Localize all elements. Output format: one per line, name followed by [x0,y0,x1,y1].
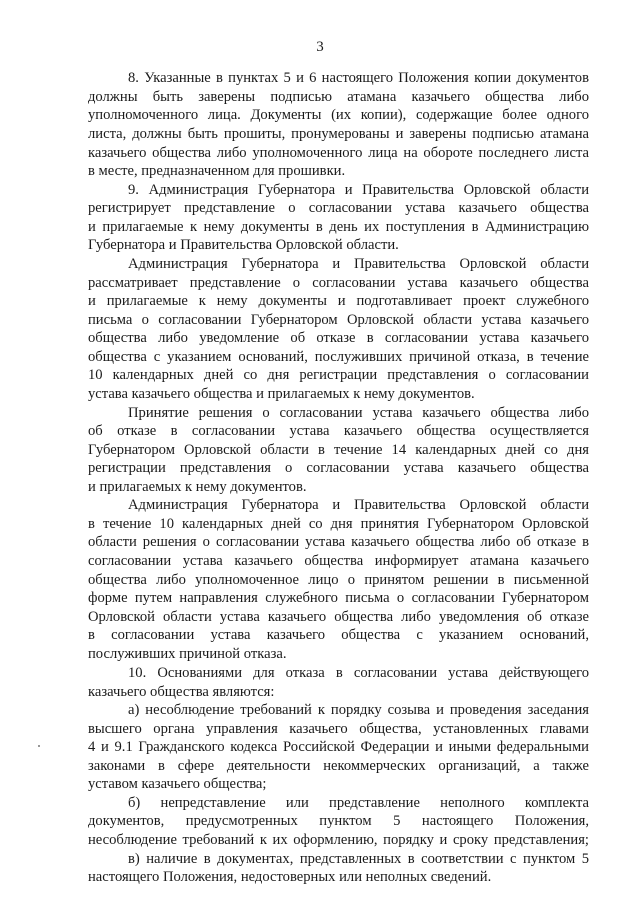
paragraph-line: законами в сфере деятельности некоммерческих организаций, а также [88,757,589,774]
paragraph-line: листа, должны быть прошиты, пронумерованы и заверены подписью атамана [88,126,589,142]
paragraph-line: 10. Основаниями для отказа в согласовании устава действующего [128,664,589,681]
paragraph-line: документов, предусмотренных пунктом 5 настоящего Положения, [88,813,589,829]
paragraph-line: 8. Указанные в пунктах 5 и 6 настоящего Положения копии документов [128,70,589,86]
paragraph-line: уставом казачьего общества; [88,776,267,792]
paragraph-line: Губернатором Орловской области в течение 14 календарных дней со дня [88,441,589,458]
paragraph-line: казачьего общества являются: [88,683,275,700]
paragraph-line: Администрация Губернатора и Правительства Орловской области [128,497,589,514]
paragraph-line: согласовании устава казачьего общества информирует атамана казачьего [88,553,589,569]
paragraph-line: общества либо уполномоченное лицо о принятом решении в письменной [88,571,589,588]
paragraph-line: и прилагаемых к нему документов. [88,479,307,495]
paragraph-line: форме путем направления служебного письма о согласовании Губернатором [88,590,589,606]
paragraph-line: Губернатора и Правительства Орловской области. [88,237,399,253]
paragraph-line: и прилагаемые к нему документы в день их поступления в Администрацию [88,218,589,235]
paragraph-line: области решения о согласовании устава казачьего общества либо об отказе в [88,534,589,551]
paragraph-line: уполномоченного лица. Документы (их копии), содержащие более одного [88,107,589,123]
paragraph-line: 4 и 9.1 Гражданского кодекса Российской Федерации и иными федеральными [88,739,589,755]
paragraph-line: в) наличие в документах, представленных в соответствии с пунктом 5 [128,850,589,867]
paragraph-line: устава казачьего общества и прилагаемых к нему документов. [88,386,475,402]
paragraph-line: послуживших причиной отказа. [88,646,287,662]
paragraph-line: 10 календарных дней со дня регистрации представления о согласовании [88,367,589,384]
paragraph-line: Принятие решения о согласовании устава казачьего общества либо [128,404,589,421]
page-number: 3 [316,39,324,55]
paragraph-line: в месте, предназначенном для прошивки. [88,163,346,179]
paragraph-line: настоящего Положения, недостоверных или неполных сведений. [88,869,492,885]
paragraph-line: общества либо уведомление об отказе в согласовании устава казачьего [88,330,589,346]
paragraph-line: и прилагаемые к нему документы и подготавливает проект служебного [88,293,589,309]
scan-speck [38,745,40,747]
paragraph-line: письма о согласовании Губернатором Орловской области устава казачьего [88,311,589,328]
paragraph-line: 9. Администрация Губернатора и Правительства Орловской области [128,181,589,198]
paragraph-line: в согласовании устава казачьего общества с указанием оснований, [88,627,589,644]
paragraph-line: б) непредставление или представление неполного комплекта [128,794,589,811]
paragraph-line: должны быть заверены подписью атамана казачьего общества либо [88,88,589,105]
paragraph-line: рассматривает представление о согласовании устава казачьего общества [88,274,589,291]
paragraph-line: высшего органа управления казачьего общества, установленных главами [88,720,589,737]
paragraph-line: общества с указанием оснований, послуживших причиной отказа, в течение [88,349,589,365]
paragraph-line: несоблюдение требований к их оформлению, порядку и сроку представления; [88,832,589,848]
paragraph-line: в течение 10 календарных дней со дня принятия Губернатором Орловской [88,516,589,532]
paragraph-line: казачьего общества либо уполномоченного лица на обороте последнего листа [88,144,589,161]
paragraph-line: Администрация Губернатора и Правительства Орловской области [128,256,589,272]
paragraph-line: Орловской области устава казачьего общества либо уведомления об отказе [88,609,589,625]
paragraph-line: регистрирует представление о согласовании устава казачьего общества [88,200,589,216]
paragraph-line: регистрации представления о согласовании устава казачьего общества [88,460,589,476]
paragraph-line: об отказе в согласовании устава казачьего общества осуществляется [88,423,589,439]
paragraph-line: а) несоблюдение требований к порядку созыва и проведения заседания [128,702,589,718]
